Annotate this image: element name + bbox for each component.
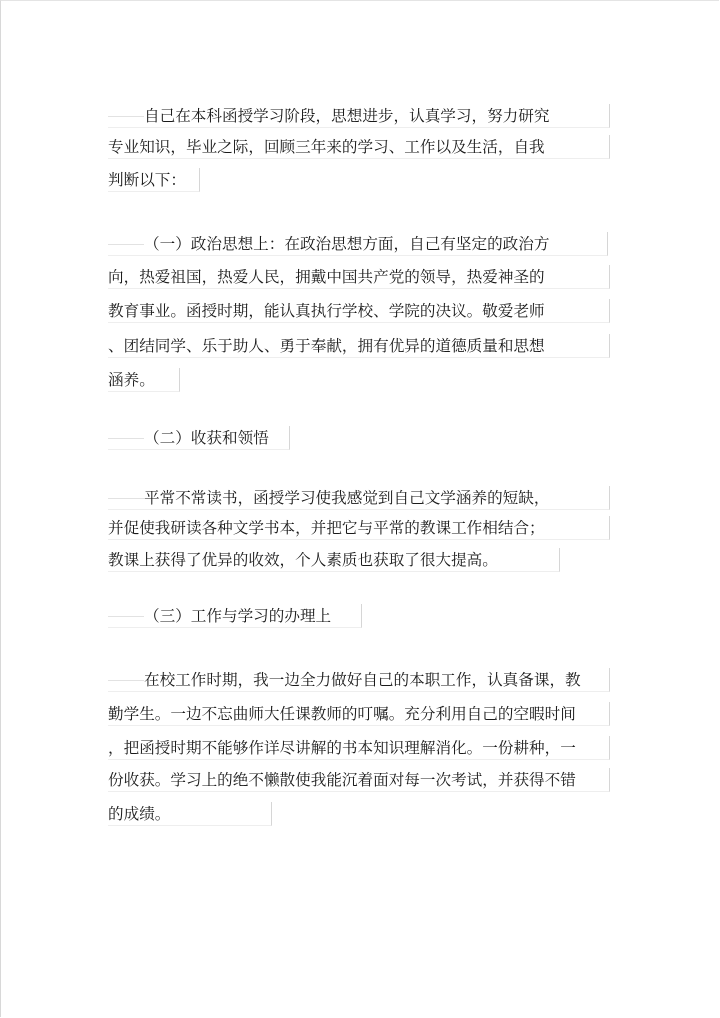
harvest-line-3-text: 教课上获得了优异的收效，个人素质也获取了很大提高。 <box>108 551 498 569</box>
politics-line-2 <box>108 265 610 289</box>
politics-line-4 <box>108 334 610 358</box>
politics-line-3 <box>108 299 610 323</box>
heading-harvest-text: （二）收获和领悟 <box>144 429 269 447</box>
harvest-line-1-text: 平常不常读书，函授学习使我感觉到自己文学涵养的短缺， <box>144 489 550 507</box>
work-study-line-5 <box>108 802 272 826</box>
politics-line-3-text: 教育事业。函授时期，能认真执行学校、学院的决议。敬爱老师 <box>108 302 545 320</box>
heading-work-study <box>108 604 362 628</box>
harvest-line-2-text: 并促使我研读各种文学书本，并把它与平常的教课工作相结合； <box>108 519 545 537</box>
politics-line-1 <box>108 232 608 256</box>
intro-line-3 <box>108 168 200 192</box>
work-study-line-3 <box>108 736 610 760</box>
heading-work-study-text: （三）工作与学习的办理上 <box>144 607 332 625</box>
work-study-line-5-text: 的成绩。 <box>108 805 171 823</box>
politics-line-2-text: 向，热爱祖国，热爱人民，拥戴中国共产党的领导，热爱神圣的 <box>108 268 545 286</box>
politics-line-4-text: 、团结同学、乐于助人、勇于奉献，拥有优异的道德质量和思想 <box>108 337 545 355</box>
intro-line-1-text: 自己在本科函授学习阶段，思想进步，认真学习，努力研究 <box>144 107 550 125</box>
intro-line-1 <box>108 104 610 128</box>
work-study-line-4-text: 份收获。学习上的绝不懒散使我能沉着面对每一次考试，并获得不错 <box>108 771 576 789</box>
politics-line-1-text: （一）政治思想上：在政治思想方面，自己有坚定的政治方 <box>144 235 550 253</box>
work-study-line-2-text: 勤学生。一边不忘曲师大任课教师的叮嘱。充分利用自己的空暇时间 <box>108 705 576 723</box>
intro-line-3-text: 判断以下： <box>108 171 186 189</box>
heading-harvest <box>108 426 290 450</box>
politics-line-5-text: 涵养。 <box>108 371 155 389</box>
intro-line-2 <box>108 135 610 159</box>
work-study-line-2 <box>108 702 610 726</box>
work-study-line-1 <box>108 668 610 692</box>
harvest-line-2 <box>108 516 610 540</box>
work-study-line-3-text: ，把函授时期不能够作详尽讲解的书本知识理解消化。一份耕种，一 <box>108 739 576 757</box>
harvest-line-3 <box>108 548 560 572</box>
intro-line-2-text: 专业知识，毕业之际，回顾三年来的学习、工作以及生活，自我 <box>108 138 545 156</box>
work-study-line-4 <box>108 768 610 792</box>
harvest-line-1 <box>108 486 610 510</box>
work-study-line-1-text: 在校工作时期，我一边全力做好自己的本职工作，认真备课，教 <box>144 671 581 689</box>
politics-line-5 <box>108 368 180 392</box>
